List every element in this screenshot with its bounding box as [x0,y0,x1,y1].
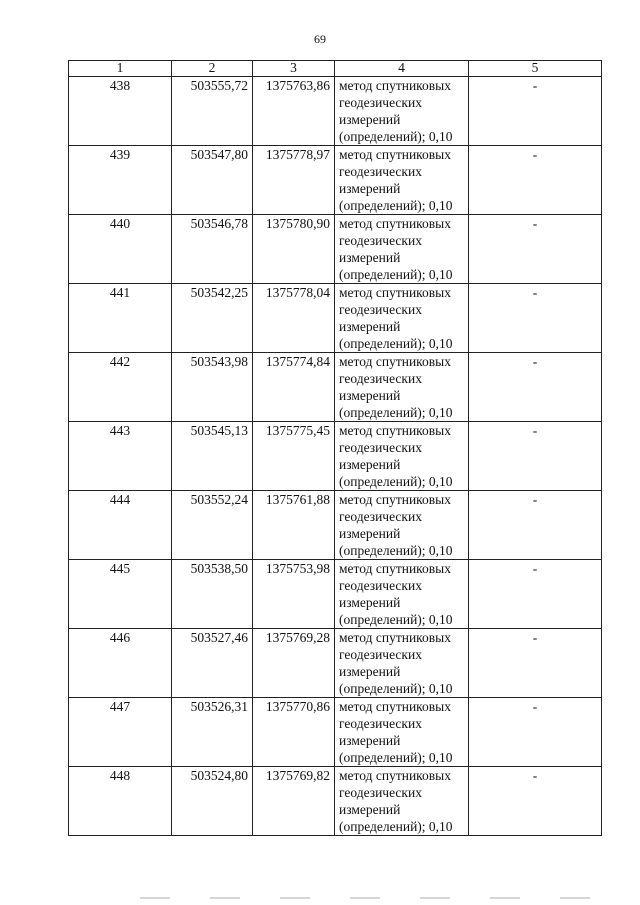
table-row [69,629,602,698]
table-row [69,698,602,767]
table-body [69,77,602,836]
y-coordinate-cell: 1375778,04 [253,284,335,353]
point-number-cell: 443 [69,422,172,491]
x-coordinate-cell: 503545,13 [172,422,253,491]
note-cell: - [469,629,602,698]
y-coordinate-cell: 1375770,86 [253,698,335,767]
y-coordinate-cell: 1375763,86 [253,77,335,146]
method-cell: метод спутниковых геодезических измерений (определений); 0,10 [335,767,469,836]
table-row [69,353,602,422]
column-header-3: 3 [253,61,335,77]
y-coordinate-cell: 1375778,97 [253,146,335,215]
column-header-4: 4 [335,61,469,77]
x-coordinate-cell: 503546,78 [172,215,253,284]
point-number-cell: 444 [69,491,172,560]
point-number-cell: 441 [69,284,172,353]
note-cell: - [469,146,602,215]
point-number-cell: 445 [69,560,172,629]
note-cell: - [469,698,602,767]
y-coordinate-cell: 1375769,28 [253,629,335,698]
table-row [69,422,602,491]
table-row [69,146,602,215]
x-coordinate-cell: 503542,25 [172,284,253,353]
point-number-cell: 447 [69,698,172,767]
point-number-cell: 439 [69,146,172,215]
point-number-cell: 440 [69,215,172,284]
y-coordinate-cell: 1375769,82 [253,767,335,836]
y-coordinate-cell: 1375761,88 [253,491,335,560]
method-cell: метод спутниковых геодезических измерений (определений); 0,10 [335,146,469,215]
x-coordinate-cell: 503552,24 [172,491,253,560]
method-cell: метод спутниковых геодезических измерений (определений); 0,10 [335,560,469,629]
method-cell: метод спутниковых геодезических измерений (определений); 0,10 [335,629,469,698]
y-coordinate-cell: 1375780,90 [253,215,335,284]
note-cell: - [469,422,602,491]
point-number-cell: 448 [69,767,172,836]
x-coordinate-cell: 503555,72 [172,77,253,146]
point-number-cell: 442 [69,353,172,422]
table-row [69,560,602,629]
x-coordinate-cell: 503547,80 [172,146,253,215]
table-row [69,77,602,146]
table-row [69,215,602,284]
method-cell: метод спутниковых геодезических измерений (определений); 0,10 [335,77,469,146]
note-cell: - [469,767,602,836]
column-header-5: 5 [469,61,602,77]
method-cell: метод спутниковых геодезических измерений (определений); 0,10 [335,284,469,353]
method-cell: метод спутниковых геодезических измерений (определений); 0,10 [335,353,469,422]
table-row [69,491,602,560]
point-number-cell: 438 [69,77,172,146]
column-header-1: 1 [69,61,172,77]
note-cell: - [469,77,602,146]
y-coordinate-cell: 1375753,98 [253,560,335,629]
y-coordinate-cell: 1375775,45 [253,422,335,491]
note-cell: - [469,560,602,629]
note-cell: - [469,353,602,422]
x-coordinate-cell: 503527,46 [172,629,253,698]
note-cell: - [469,284,602,353]
note-cell: - [469,491,602,560]
method-cell: метод спутниковых геодезических измерений (определений); 0,10 [335,698,469,767]
table-row [69,284,602,353]
note-cell: - [469,215,602,284]
coordinates-table [68,60,602,836]
footer-scan-artifact [140,897,600,899]
method-cell: метод спутниковых геодезических измерений (определений); 0,10 [335,491,469,560]
x-coordinate-cell: 503538,50 [172,560,253,629]
y-coordinate-cell: 1375774,84 [253,353,335,422]
table-header-row [69,61,602,77]
page-number: 69 [314,32,326,46]
method-cell: метод спутниковых геодезических измерений (определений); 0,10 [335,215,469,284]
point-number-cell: 446 [69,629,172,698]
x-coordinate-cell: 503526,31 [172,698,253,767]
table-row [69,767,602,836]
x-coordinate-cell: 503524,80 [172,767,253,836]
column-header-2: 2 [172,61,253,77]
x-coordinate-cell: 503543,98 [172,353,253,422]
method-cell: метод спутниковых геодезических измерений (определений); 0,10 [335,422,469,491]
